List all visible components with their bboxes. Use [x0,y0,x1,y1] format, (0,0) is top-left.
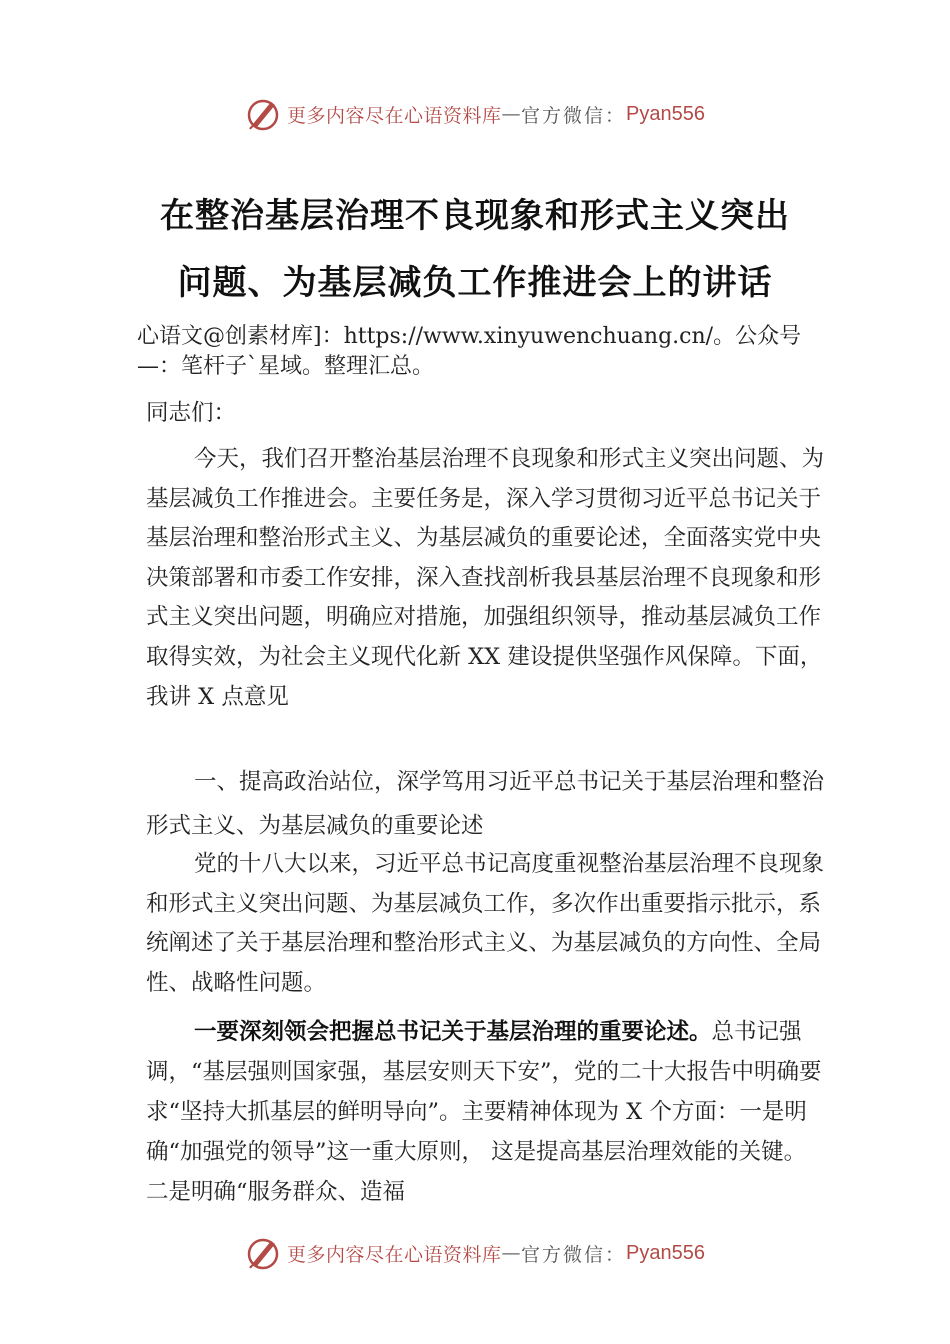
watermark-promo-text: 更多内容尽在心语资料库 [287,104,502,127]
brush-logo-icon [245,96,281,132]
paragraph-point-1 [146,1012,826,1212]
brush-logo-icon [245,1235,281,1271]
greeting: 同志们： [146,400,237,426]
section-heading-1: 一、提高政治站位，深学笃用习近平总书记关于基层治理和整治形式主义、为基层减负的重要论述 [146,769,825,839]
document-title-line1: 在整治基层治理不良现象和形式主义突出 [160,196,790,236]
watermark-wechat-label: 官方微信： [521,104,627,127]
watermark-promo-text: 更多内容尽在心语资料库 [287,1243,502,1266]
document-title-line2: 问题、为基层减负工作推进会上的讲话 [177,263,773,303]
watermark-wechat-id: Pyan556 [626,1241,705,1264]
watermark-banner-bottom [0,1231,950,1275]
paragraph-intro: 今天，我们召开整治基层治理不良现象和形式主义突出问题、为基层减负工作推进会。主要任务是，深入学习贯彻习近平总书记关于基层治理和整治形式主义、为基层减负的重要论述，全面落实党中央决策部署和市委工作安排，深入查找剖析我县基层治理不良现象和形式主义突出问题，明确应对措施，加强组织领导，推动基层减负工作取得实效，为社会主义现代化新 XX 建设提供坚强作风保障。下面，我讲 X 点意见 [146,446,825,710]
watermark-dash: — [501,103,522,125]
point-1-body: 总书记强调，“基层强则国家强，基层安则天下安”，党的二十大报告中明确要求“坚持大抓基层的鲜明导向”。主要精神体现为 X 个方面：一是明确“加强党的领导”这一重大原则， 这是提高基层治理效能的关键。二是明确“服务群众、造福 [146,1019,822,1205]
paragraph-section-1: 党的十八大以来，习近平总书记高度重视整治基层治理不良现象和形式主义突出问题、为基层减负工作，多次作出重要指示批示，系统阐述了关于基层治理和整治形式主义、为基层减负的方向性、全局性、战略性问题。 [146,851,825,996]
watermark-wechat-id: Pyan556 [626,102,705,125]
watermark-dash: — [501,1242,522,1264]
source-note: 心语文@创素材库]：https://www.xinyuwenchuang.cn/。公众号—：笔杆子`星域。整理汇总。 [137,324,802,379]
watermark-banner-top [0,92,950,136]
watermark-wechat-label: 官方微信： [521,1243,627,1266]
point-1-lead: 一要深刻领会把握总书记关于基层治理的重要论述。 [194,1019,712,1045]
